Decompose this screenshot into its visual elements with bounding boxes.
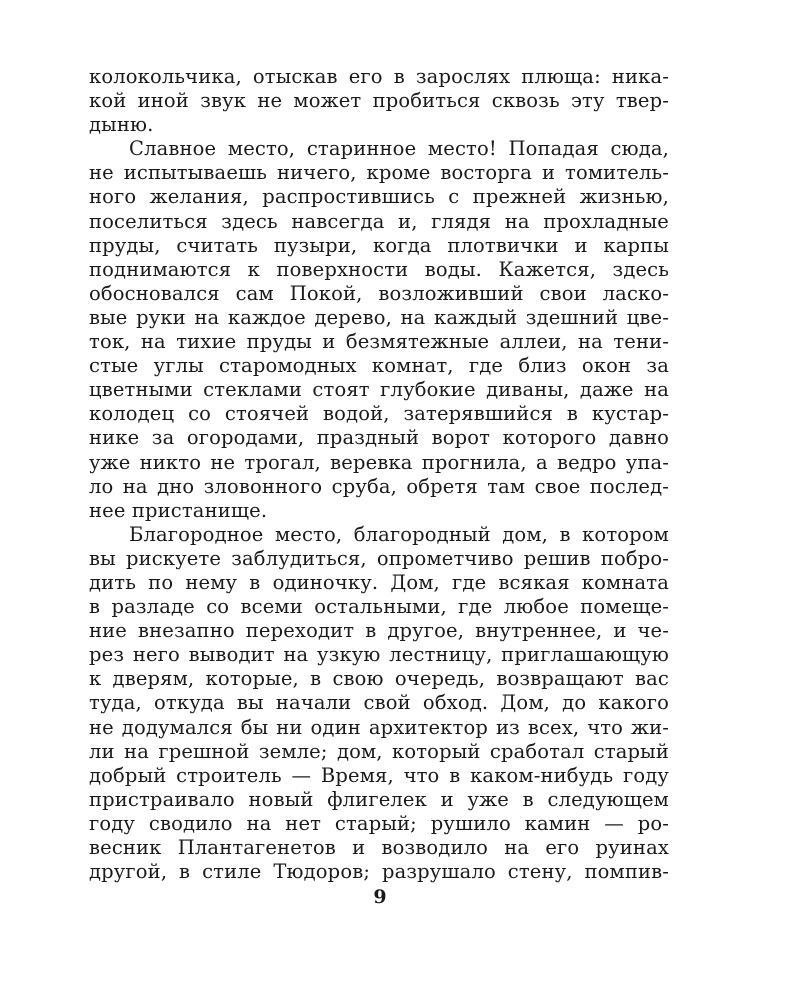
- text-line: нее пристанище.: [89, 498, 268, 522]
- text-line: другой, в стиле Тюдоров; разрушало стену, помпив-: [89, 860, 669, 884]
- text-line: вы рискуете заблудиться, опрометчиво решив побро-: [89, 546, 669, 570]
- text-line: пруды, считать пузыри, когда плотвички и карпы: [89, 233, 669, 257]
- text-line: уже никто не трогал, веревка прогнила, а ведро упа-: [89, 450, 669, 474]
- text-line: нике за огородами, праздный ворот которого давно: [89, 426, 669, 450]
- text-line: к дверям, которые, в свою очередь, возвращают вас: [89, 667, 669, 691]
- text-line: ток, на тихие пруды и безмятежные аллеи, на тени-: [89, 330, 669, 354]
- page-number: 9: [373, 886, 387, 908]
- text-line: Славное место, старинное место! Попадая сюда,: [129, 137, 669, 161]
- text-line: Благородное место, благородный дом, в котором: [129, 522, 669, 546]
- text-line: колокольчика, отыскав его в зарослях плюща: ника-: [89, 65, 669, 88]
- text-line: не додумался бы ни один архитектор из всех, что жи-: [89, 715, 669, 739]
- text-line: стые углы старомодных комнат, где близ окон за: [89, 354, 669, 378]
- text-line: колодец со стоячей водой, затерявшийся в кустар-: [89, 402, 669, 426]
- text-line: туда, откуда вы начали свой обход. Дом, до какого: [89, 691, 669, 715]
- text-line: ли на грешной земле; дом, который сработал старый: [89, 739, 669, 763]
- text-line: вые руки на каждое дерево, на каждый здешний цве-: [89, 305, 669, 329]
- text-line: пристраивало новый флигелек и уже в следующем: [89, 787, 669, 811]
- text-line: ного желания, распростившись с прежней жизнью,: [89, 185, 669, 209]
- text-line: в разладе со всеми остальными, где любое помеще-: [89, 595, 669, 619]
- text-line: ло на дно зловонного сруба, обретя там свое послед-: [89, 474, 669, 498]
- text-line: цветными стеклами стоят глубокие диваны, даже на: [89, 378, 669, 402]
- text-line: поднимаются к поверхности воды. Кажется, здесь: [89, 257, 669, 281]
- text-line: ние внезапно переходит в другое, внутреннее, и че-: [89, 619, 669, 643]
- text-line: дить по нему в одиночку. Дом, где всякая комната: [89, 570, 669, 594]
- text-line: дыню.: [89, 113, 154, 137]
- text-line: обосновался сам Покой, возложивший свои ласко-: [89, 281, 669, 305]
- text-line: году сводило на нет старый; рушило камин — ро-: [89, 811, 669, 835]
- text-line: не испытываешь ничего, кроме восторга и томитель-: [89, 161, 669, 185]
- text-line: рез него выводит на узкую лестницу, приглашающую: [89, 643, 669, 667]
- text-line: кой иной звук не может пробиться сквозь эту твер-: [89, 89, 669, 113]
- text-line: поселиться здесь навсегда и, глядя на прохладные: [89, 209, 669, 233]
- text-line: весник Плантагенетов и возводило на его руинах: [89, 836, 669, 859]
- body-text: [89, 65, 669, 884]
- text-line: добрый строитель — Время, что в каком-нибудь году: [89, 763, 669, 787]
